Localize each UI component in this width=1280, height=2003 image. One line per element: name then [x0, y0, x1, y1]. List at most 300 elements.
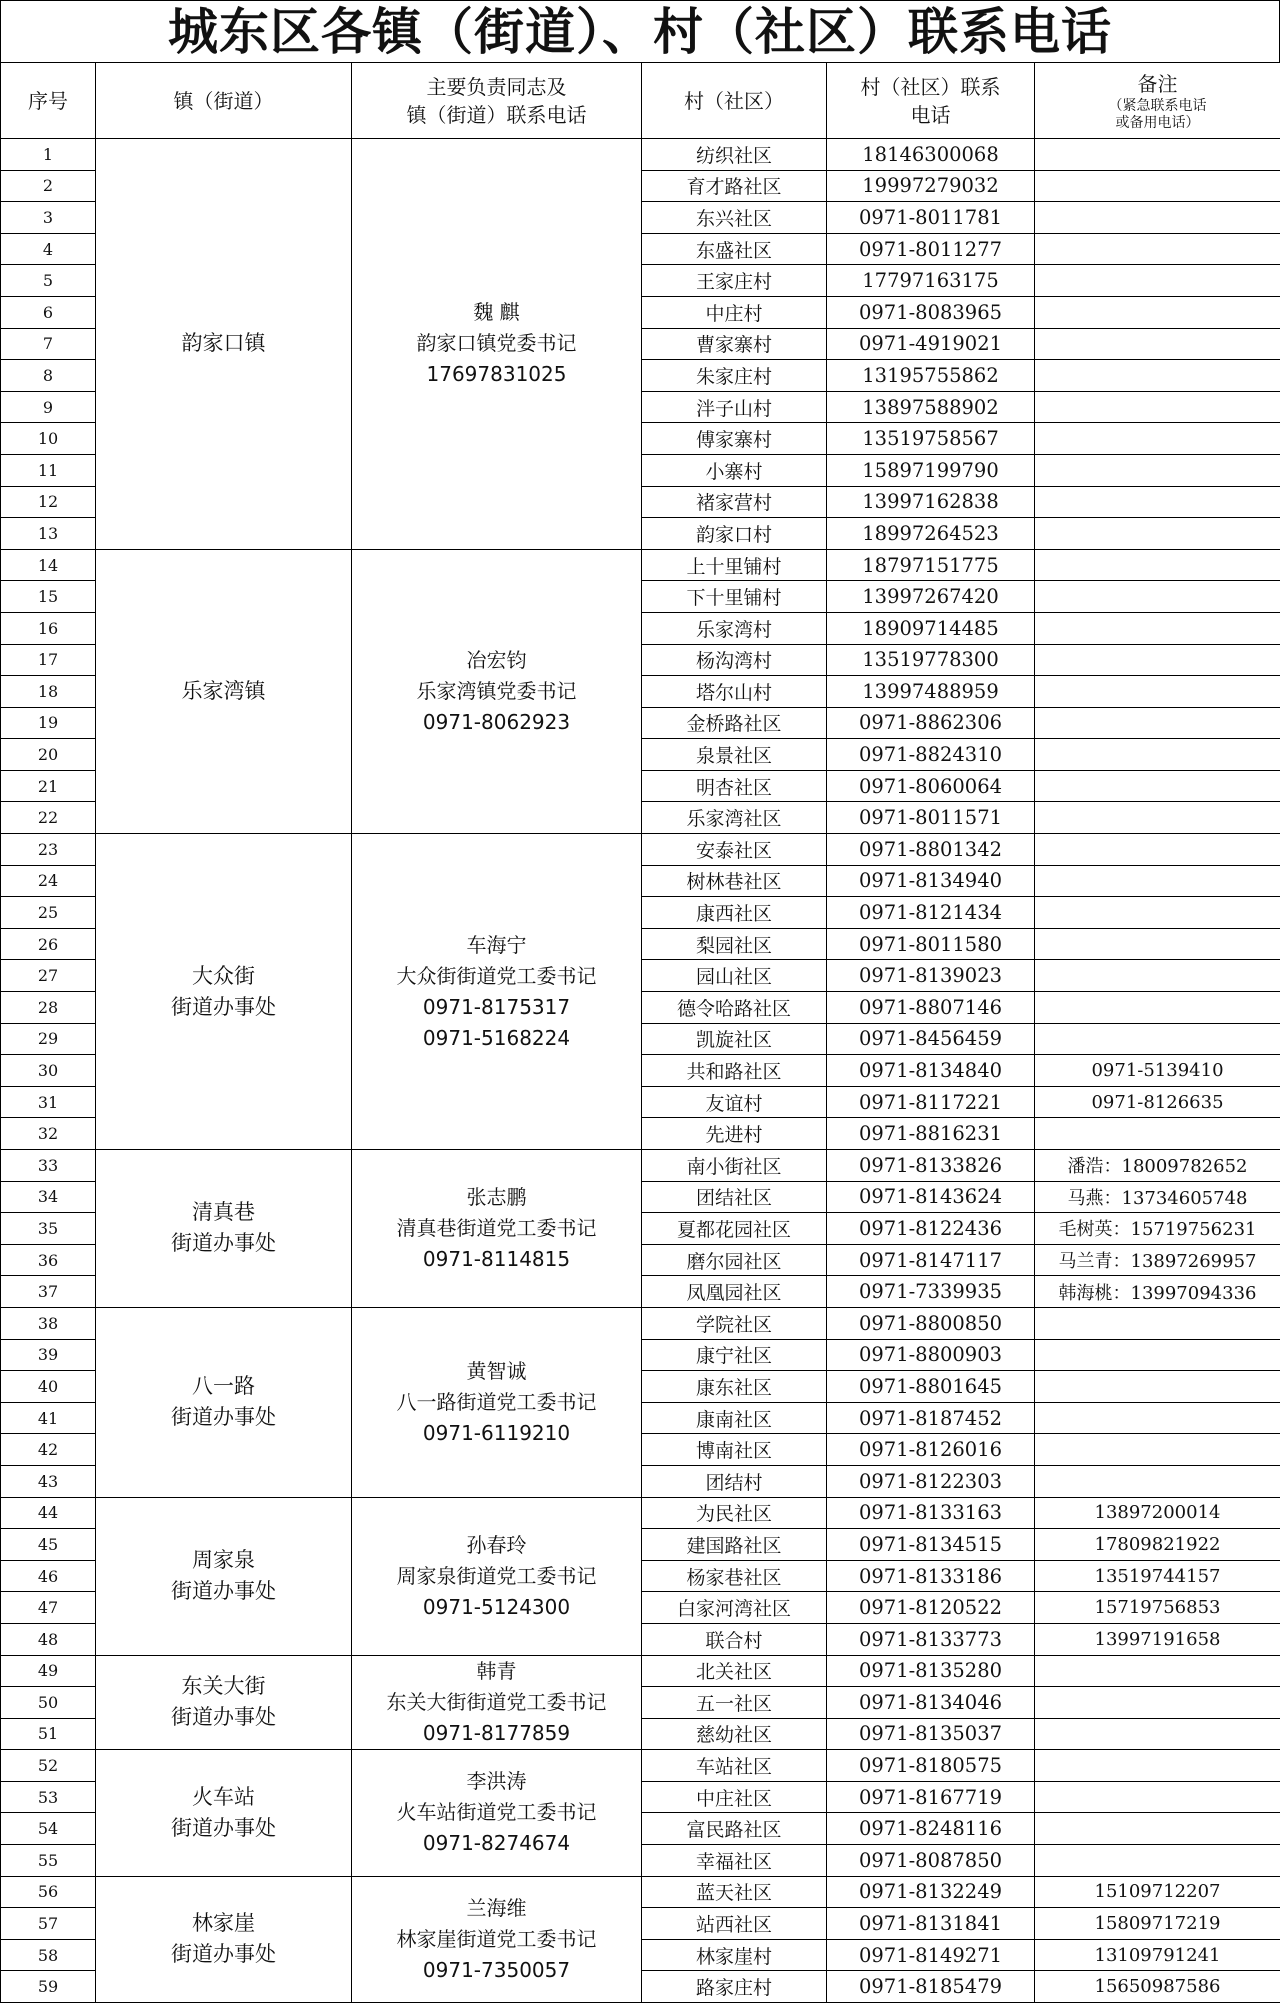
backup-phone: 毛树英：15719756231 — [1035, 1213, 1280, 1245]
backup-phone — [1035, 1434, 1280, 1466]
row-index: 29 — [1, 1023, 96, 1055]
village-name: 康南社区 — [642, 1402, 827, 1434]
backup-phone — [1035, 1465, 1280, 1497]
row-index: 20 — [1, 739, 96, 771]
leader-info-line: 0971-5168224 — [352, 1023, 641, 1054]
village-name: 塔尔山村 — [642, 676, 827, 708]
row-index: 40 — [1, 1371, 96, 1403]
backup-phone — [1035, 1813, 1280, 1845]
row-index: 48 — [1, 1623, 96, 1655]
village-phone: 18997264523 — [827, 518, 1035, 550]
village-name: 康西社区 — [642, 897, 827, 929]
town-name-line: 街道办事处 — [96, 1228, 351, 1259]
leader-info — [352, 549, 642, 833]
row-index: 15 — [1, 581, 96, 613]
leader-info-line: 大众街街道党工委书记 — [352, 961, 641, 992]
backup-phone — [1035, 1687, 1280, 1719]
contact-table — [0, 62, 1280, 2003]
leader-info-line: 0971-7350057 — [352, 1955, 641, 1986]
town-name-line: 街道办事处 — [96, 1813, 351, 1844]
village-phone: 0971-8456459 — [827, 1023, 1035, 1055]
village-phone: 0971-8135280 — [827, 1655, 1035, 1687]
row-index: 59 — [1, 1971, 96, 2003]
leader-info — [352, 834, 642, 1150]
village-phone: 0971-8133163 — [827, 1497, 1035, 1529]
backup-phone: 15719756853 — [1035, 1592, 1280, 1624]
backup-phone — [1035, 1339, 1280, 1371]
backup-phone: 15109712207 — [1035, 1876, 1280, 1908]
village-name: 联合村 — [642, 1623, 827, 1655]
village-name: 站西社区 — [642, 1908, 827, 1940]
village-name: 王家庄村 — [642, 265, 827, 297]
table-row — [1, 139, 1280, 171]
village-phone: 0971-8139023 — [827, 960, 1035, 992]
village-name: 褚家营村 — [642, 486, 827, 518]
row-index: 35 — [1, 1213, 96, 1245]
leader-info — [352, 1750, 642, 1876]
leader-info-line: 0971-6119210 — [352, 1418, 641, 1449]
village-name: 纺织社区 — [642, 139, 827, 171]
leader-info-line: 冶宏钧 — [352, 645, 641, 676]
village-phone: 0971-8180575 — [827, 1750, 1035, 1782]
header-leader: 主要负责同志及 镇（街道）联系电话 — [352, 63, 642, 139]
town-name-line: 韵家口镇 — [96, 328, 351, 359]
backup-phone — [1035, 1781, 1280, 1813]
row-index: 14 — [1, 549, 96, 581]
town-name — [96, 1750, 352, 1876]
village-phone: 0971-8083965 — [827, 296, 1035, 328]
village-name: 曹家寨村 — [642, 328, 827, 360]
village-name: 乐家湾社区 — [642, 802, 827, 834]
village-phone: 17797163175 — [827, 265, 1035, 297]
row-index: 56 — [1, 1876, 96, 1908]
village-name: 慈幼社区 — [642, 1718, 827, 1750]
village-phone: 0971-8149271 — [827, 1939, 1035, 1971]
town-name-line: 周家泉 — [96, 1545, 351, 1576]
village-name: 杨家巷社区 — [642, 1560, 827, 1592]
row-index: 10 — [1, 423, 96, 455]
backup-phone — [1035, 707, 1280, 739]
village-phone: 0971-8801342 — [827, 834, 1035, 866]
backup-phone: 13109791241 — [1035, 1939, 1280, 1971]
backup-phone — [1035, 391, 1280, 423]
village-phone: 13997267420 — [827, 581, 1035, 613]
leader-info-line: 0971-8062923 — [352, 707, 641, 738]
row-index: 16 — [1, 612, 96, 644]
village-phone: 0971-8133186 — [827, 1560, 1035, 1592]
table-row — [1, 1750, 1280, 1782]
village-phone: 0971-8185479 — [827, 1971, 1035, 2003]
row-index: 33 — [1, 1150, 96, 1182]
backup-phone — [1035, 328, 1280, 360]
row-index: 51 — [1, 1718, 96, 1750]
backup-phone — [1035, 1371, 1280, 1403]
backup-phone — [1035, 296, 1280, 328]
backup-phone: 韩海桃：13997094336 — [1035, 1276, 1280, 1308]
village-phone: 18797151775 — [827, 549, 1035, 581]
village-phone: 0971-8862306 — [827, 707, 1035, 739]
village-phone: 0971-8801645 — [827, 1371, 1035, 1403]
village-phone: 0971-8824310 — [827, 739, 1035, 771]
village-phone: 0971-8132249 — [827, 1876, 1035, 1908]
leader-info-line: 八一路街道党工委书记 — [352, 1387, 641, 1418]
village-name: 车站社区 — [642, 1750, 827, 1782]
leader-info-line: 韵家口镇党委书记 — [352, 328, 641, 359]
leader-info — [352, 1497, 642, 1655]
town-name-line: 大众街 — [96, 961, 351, 992]
leader-info-line: 0971-5124300 — [352, 1592, 641, 1623]
table-row — [1, 1655, 1280, 1687]
row-index: 2 — [1, 170, 96, 202]
town-name — [96, 1497, 352, 1655]
village-name: 朱家庄村 — [642, 360, 827, 392]
backup-phone — [1035, 1307, 1280, 1339]
village-phone: 0971-8133826 — [827, 1150, 1035, 1182]
row-index: 17 — [1, 644, 96, 676]
village-name: 德令哈路社区 — [642, 992, 827, 1024]
town-name — [96, 1876, 352, 2002]
village-name: 博南社区 — [642, 1434, 827, 1466]
village-phone: 0971-8807146 — [827, 992, 1035, 1024]
backup-phone: 0971-5139410 — [1035, 1055, 1280, 1087]
village-name: 康东社区 — [642, 1371, 827, 1403]
table-body — [1, 139, 1280, 2003]
row-index: 24 — [1, 865, 96, 897]
row-index: 21 — [1, 770, 96, 802]
village-name: 团结社区 — [642, 1181, 827, 1213]
row-index: 37 — [1, 1276, 96, 1308]
backup-phone — [1035, 928, 1280, 960]
row-index: 11 — [1, 454, 96, 486]
town-name — [96, 834, 352, 1150]
village-phone: 13997488959 — [827, 676, 1035, 708]
village-phone: 18146300068 — [827, 139, 1035, 171]
backup-phone — [1035, 770, 1280, 802]
village-name: 中庄村 — [642, 296, 827, 328]
backup-phone — [1035, 1718, 1280, 1750]
village-name: 夏都花园社区 — [642, 1213, 827, 1245]
row-index: 7 — [1, 328, 96, 360]
village-phone: 0971-8131841 — [827, 1908, 1035, 1940]
row-index: 54 — [1, 1813, 96, 1845]
row-index: 31 — [1, 1086, 96, 1118]
village-phone: 13519758567 — [827, 423, 1035, 455]
backup-phone — [1035, 992, 1280, 1024]
backup-phone: 潘浩：18009782652 — [1035, 1150, 1280, 1182]
backup-phone — [1035, 865, 1280, 897]
village-phone: 0971-8011781 — [827, 202, 1035, 234]
row-index: 5 — [1, 265, 96, 297]
village-phone: 0971-8122436 — [827, 1213, 1035, 1245]
village-name: 康宁社区 — [642, 1339, 827, 1371]
village-phone: 0971-8816231 — [827, 1118, 1035, 1150]
backup-phone: 0971-8126635 — [1035, 1086, 1280, 1118]
leader-info-line: 李洪涛 — [352, 1766, 641, 1797]
leader-info-line: 0971-8274674 — [352, 1828, 641, 1859]
row-index: 47 — [1, 1592, 96, 1624]
leader-info-line: 0971-8177859 — [352, 1718, 641, 1749]
row-index: 32 — [1, 1118, 96, 1150]
backup-phone — [1035, 1845, 1280, 1877]
row-index: 42 — [1, 1434, 96, 1466]
row-index: 38 — [1, 1307, 96, 1339]
row-index: 45 — [1, 1529, 96, 1561]
village-name: 泮子山村 — [642, 391, 827, 423]
village-phone: 0971-8134840 — [827, 1055, 1035, 1087]
village-phone: 0971-8134940 — [827, 865, 1035, 897]
row-index: 36 — [1, 1244, 96, 1276]
header-index: 序号 — [1, 63, 96, 139]
leader-info — [352, 1150, 642, 1308]
backup-phone — [1035, 739, 1280, 771]
village-phone: 0971-8187452 — [827, 1402, 1035, 1434]
leader-info — [352, 1655, 642, 1750]
backup-phone — [1035, 1118, 1280, 1150]
row-index: 57 — [1, 1908, 96, 1940]
page-title: 城东区各镇（街道）、村（社区）联系电话 — [0, 0, 1280, 62]
row-index: 22 — [1, 802, 96, 834]
row-index: 12 — [1, 486, 96, 518]
backup-phone — [1035, 834, 1280, 866]
backup-phone: 15650987586 — [1035, 1971, 1280, 2003]
village-name: 团结村 — [642, 1465, 827, 1497]
village-name: 建国路社区 — [642, 1529, 827, 1561]
village-name: 上十里铺村 — [642, 549, 827, 581]
village-phone: 0971-7339935 — [827, 1276, 1035, 1308]
town-name-line: 八一路 — [96, 1371, 351, 1402]
village-name: 园山社区 — [642, 960, 827, 992]
backup-phone — [1035, 139, 1280, 171]
village-name: 蓝天社区 — [642, 1876, 827, 1908]
backup-phone — [1035, 1655, 1280, 1687]
village-name: 梨园社区 — [642, 928, 827, 960]
village-name: 白家河湾社区 — [642, 1592, 827, 1624]
village-name: 路家庄村 — [642, 1971, 827, 2003]
village-phone: 0971-4919021 — [827, 328, 1035, 360]
village-name: 磨尔园社区 — [642, 1244, 827, 1276]
leader-info-line: 黄智诚 — [352, 1356, 641, 1387]
village-phone: 0971-8134515 — [827, 1529, 1035, 1561]
backup-phone — [1035, 170, 1280, 202]
village-name: 中庄社区 — [642, 1781, 827, 1813]
village-name: 学院社区 — [642, 1307, 827, 1339]
village-name: 东盛社区 — [642, 233, 827, 265]
row-index: 25 — [1, 897, 96, 929]
leader-info-line: 孙春玲 — [352, 1530, 641, 1561]
village-phone: 13519778300 — [827, 644, 1035, 676]
town-name-line: 街道办事处 — [96, 1576, 351, 1607]
leader-info-line: 0971-8114815 — [352, 1244, 641, 1275]
leader-info-line: 乐家湾镇党委书记 — [352, 676, 641, 707]
village-name: 友谊村 — [642, 1086, 827, 1118]
village-phone: 0971-8167719 — [827, 1781, 1035, 1813]
header-village: 村（社区） — [642, 63, 827, 139]
village-name: 凯旋社区 — [642, 1023, 827, 1055]
town-name-line: 林家崖 — [96, 1908, 351, 1939]
leader-info-line: 张志鹏 — [352, 1182, 641, 1213]
backup-phone — [1035, 612, 1280, 644]
backup-phone — [1035, 581, 1280, 613]
row-index: 39 — [1, 1339, 96, 1371]
row-index: 18 — [1, 676, 96, 708]
table-row — [1, 1150, 1280, 1182]
village-name: 泉景社区 — [642, 739, 827, 771]
row-index: 4 — [1, 233, 96, 265]
backup-phone: 13519744157 — [1035, 1560, 1280, 1592]
row-index: 19 — [1, 707, 96, 739]
village-name: 杨沟湾村 — [642, 644, 827, 676]
village-phone: 0971-8087850 — [827, 1845, 1035, 1877]
header-phone: 村（社区）联系 电话 — [827, 63, 1035, 139]
backup-phone: 马燕：13734605748 — [1035, 1181, 1280, 1213]
village-name: 林家崖村 — [642, 1939, 827, 1971]
row-index: 13 — [1, 518, 96, 550]
leader-info — [352, 1876, 642, 2002]
village-phone: 0971-8133773 — [827, 1623, 1035, 1655]
backup-phone — [1035, 1023, 1280, 1055]
table-row — [1, 1307, 1280, 1339]
table-row — [1, 1876, 1280, 1908]
town-name-line: 乐家湾镇 — [96, 676, 351, 707]
town-name — [96, 1150, 352, 1308]
backup-phone — [1035, 960, 1280, 992]
village-name: 乐家湾村 — [642, 612, 827, 644]
village-name: 安泰社区 — [642, 834, 827, 866]
table-row — [1, 834, 1280, 866]
village-name: 北关社区 — [642, 1655, 827, 1687]
backup-phone: 马兰青：13897269957 — [1035, 1244, 1280, 1276]
table-row — [1, 549, 1280, 581]
header-row — [1, 63, 1280, 139]
village-phone: 0971-8134046 — [827, 1687, 1035, 1719]
village-phone: 19997279032 — [827, 170, 1035, 202]
village-phone: 0971-8121434 — [827, 897, 1035, 929]
village-name: 树林巷社区 — [642, 865, 827, 897]
village-name: 傅家寨村 — [642, 423, 827, 455]
village-name: 韵家口村 — [642, 518, 827, 550]
row-index: 50 — [1, 1687, 96, 1719]
village-phone: 18909714485 — [827, 612, 1035, 644]
village-phone: 0971-8011571 — [827, 802, 1035, 834]
backup-phone — [1035, 486, 1280, 518]
row-index: 52 — [1, 1750, 96, 1782]
village-phone: 0971-8011580 — [827, 928, 1035, 960]
header-town: 镇（街道） — [96, 63, 352, 139]
leader-info-line: 17697831025 — [352, 359, 641, 390]
village-phone: 0971-8800903 — [827, 1339, 1035, 1371]
row-index: 49 — [1, 1655, 96, 1687]
leader-info-line: 火车站街道党工委书记 — [352, 1797, 641, 1828]
village-name: 育才路社区 — [642, 170, 827, 202]
town-name-line: 火车站 — [96, 1782, 351, 1813]
row-index: 30 — [1, 1055, 96, 1087]
row-index: 46 — [1, 1560, 96, 1592]
row-index: 26 — [1, 928, 96, 960]
village-name: 为民社区 — [642, 1497, 827, 1529]
village-phone: 0971-8800850 — [827, 1307, 1035, 1339]
row-index: 28 — [1, 992, 96, 1024]
row-index: 8 — [1, 360, 96, 392]
village-name: 金桥路社区 — [642, 707, 827, 739]
village-name: 明杏社区 — [642, 770, 827, 802]
row-index: 43 — [1, 1465, 96, 1497]
row-index: 53 — [1, 1781, 96, 1813]
leader-info-line: 东关大街街道党工委书记 — [352, 1687, 641, 1718]
backup-phone — [1035, 676, 1280, 708]
village-name: 富民路社区 — [642, 1813, 827, 1845]
backup-phone — [1035, 897, 1280, 929]
village-name: 南小街社区 — [642, 1150, 827, 1182]
town-name-line: 清真巷 — [96, 1197, 351, 1228]
backup-phone — [1035, 1750, 1280, 1782]
village-phone: 13195755862 — [827, 360, 1035, 392]
village-phone: 13997162838 — [827, 486, 1035, 518]
village-phone: 0971-8122303 — [827, 1465, 1035, 1497]
village-phone: 0971-8147117 — [827, 1244, 1035, 1276]
backup-phone — [1035, 644, 1280, 676]
town-name-line: 街道办事处 — [96, 1402, 351, 1433]
village-name: 幸福社区 — [642, 1845, 827, 1877]
village-phone: 13897588902 — [827, 391, 1035, 423]
backup-phone — [1035, 518, 1280, 550]
leader-info-line: 魏 麒 — [352, 297, 641, 328]
village-phone: 0971-8060064 — [827, 770, 1035, 802]
village-phone: 0971-8126016 — [827, 1434, 1035, 1466]
row-index: 1 — [1, 139, 96, 171]
row-index: 27 — [1, 960, 96, 992]
backup-phone — [1035, 802, 1280, 834]
backup-phone — [1035, 360, 1280, 392]
leader-info-line: 车海宁 — [352, 930, 641, 961]
backup-phone — [1035, 454, 1280, 486]
town-name-line: 街道办事处 — [96, 992, 351, 1023]
backup-phone: 15809717219 — [1035, 1908, 1280, 1940]
village-phone: 15897199790 — [827, 454, 1035, 486]
row-index: 6 — [1, 296, 96, 328]
leader-info-line: 兰海维 — [352, 1893, 641, 1924]
backup-phone — [1035, 202, 1280, 234]
row-index: 9 — [1, 391, 96, 423]
backup-phone — [1035, 549, 1280, 581]
leader-info — [352, 1307, 642, 1497]
village-phone: 0971-8135037 — [827, 1718, 1035, 1750]
leader-info-line: 周家泉街道党工委书记 — [352, 1561, 641, 1592]
leader-info-line: 韩青 — [352, 1656, 641, 1687]
village-phone: 0971-8011277 — [827, 233, 1035, 265]
backup-phone: 13997191658 — [1035, 1623, 1280, 1655]
village-name: 下十里铺村 — [642, 581, 827, 613]
town-name-line: 街道办事处 — [96, 1939, 351, 1970]
village-name: 小寨村 — [642, 454, 827, 486]
row-index: 58 — [1, 1939, 96, 1971]
village-phone: 0971-8120522 — [827, 1592, 1035, 1624]
backup-phone: 17809821922 — [1035, 1529, 1280, 1561]
backup-phone: 13897200014 — [1035, 1497, 1280, 1529]
backup-phone — [1035, 423, 1280, 455]
town-name-line: 东关大街 — [96, 1671, 351, 1702]
village-name: 先进村 — [642, 1118, 827, 1150]
backup-phone — [1035, 1402, 1280, 1434]
village-phone: 0971-8143624 — [827, 1181, 1035, 1213]
village-name: 东兴社区 — [642, 202, 827, 234]
town-name — [96, 1655, 352, 1750]
town-name — [96, 1307, 352, 1497]
table-row — [1, 1497, 1280, 1529]
backup-phone — [1035, 233, 1280, 265]
row-index: 44 — [1, 1497, 96, 1529]
backup-phone — [1035, 265, 1280, 297]
row-index: 3 — [1, 202, 96, 234]
